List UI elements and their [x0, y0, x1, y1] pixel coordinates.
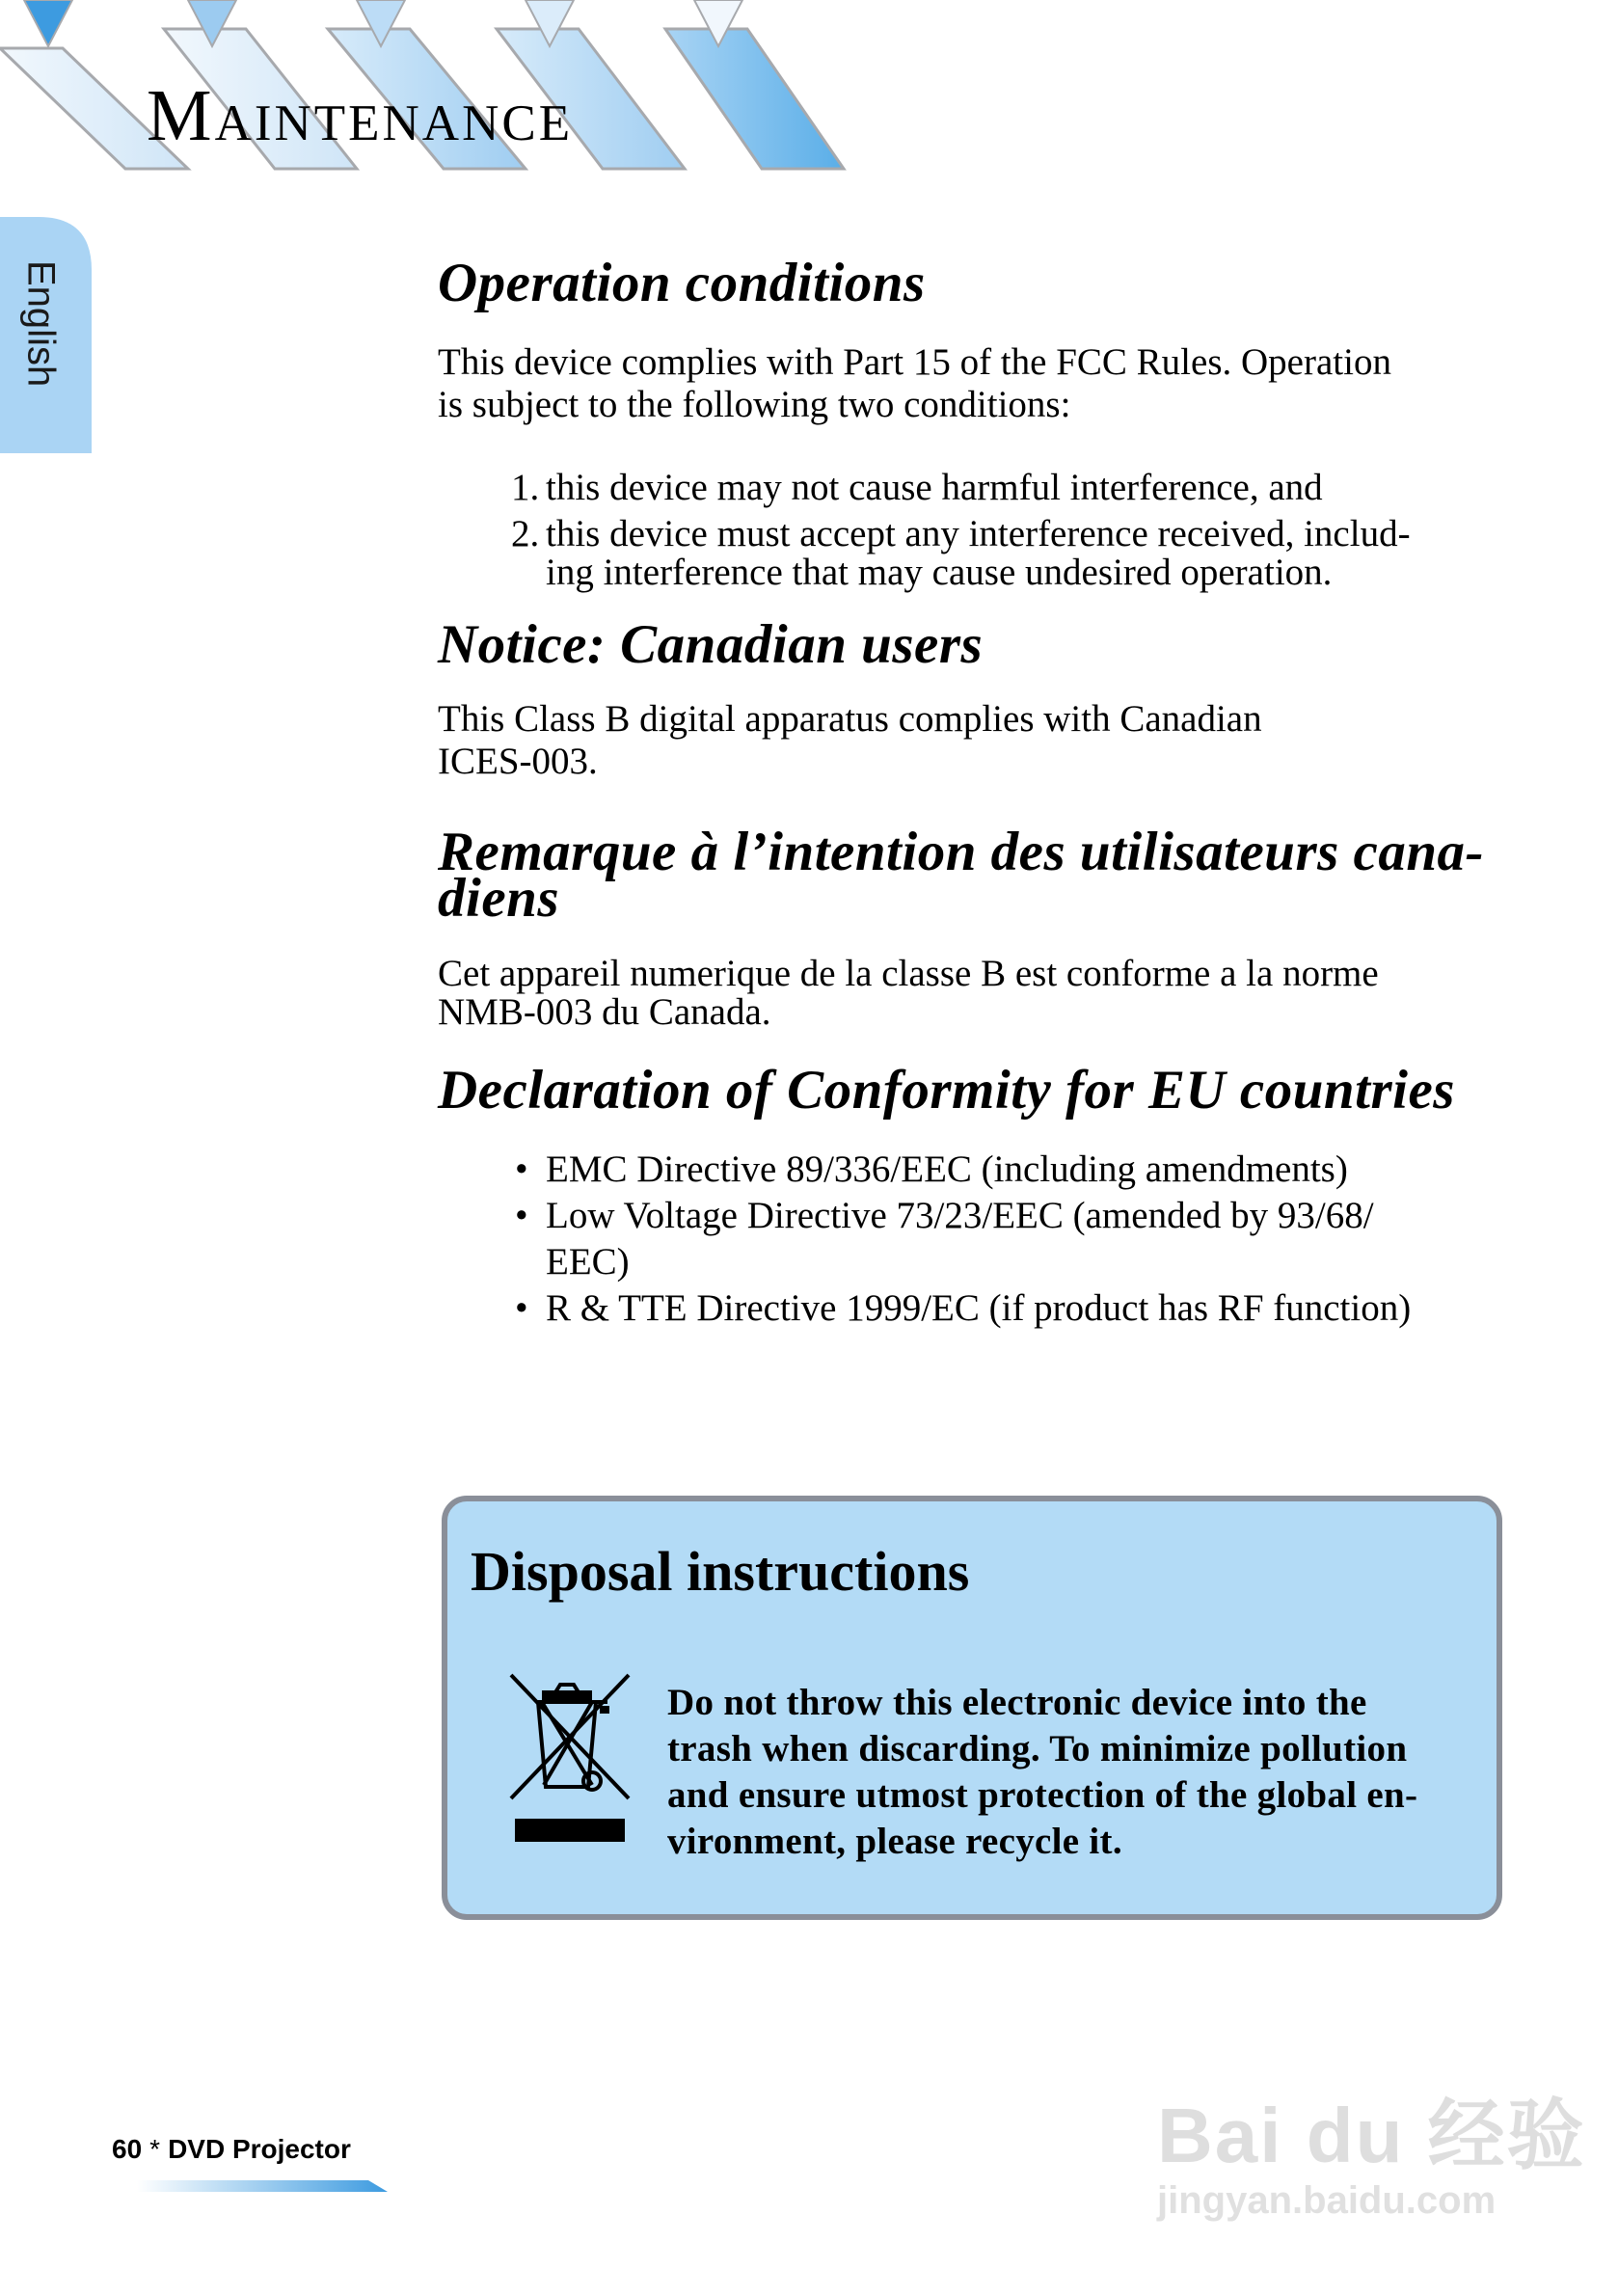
remarque-heading-line2: diens — [438, 868, 560, 930]
operation-intro-line2: is subject to the following two conditions: — [438, 383, 1071, 425]
footer-label — [112, 2136, 351, 2163]
page-footer — [112, 2136, 382, 2194]
bullet: • — [515, 1287, 528, 1330]
section-title: Maintenance — [147, 75, 574, 156]
main-content — [438, 246, 1537, 1332]
eu-directive-item — [438, 1147, 1537, 1193]
remarque-heading — [438, 822, 1537, 930]
canadian-heading: Notice: Canadian users — [438, 613, 984, 675]
remarque-line2: NMB-003 du Canada. — [438, 991, 771, 1034]
eu-directive-item — [438, 1285, 1537, 1332]
condition-item — [438, 466, 1537, 508]
remarque-text — [438, 955, 1537, 1032]
directive-text: EMC Directive 89/336/EEC (including amendments) — [546, 1148, 1348, 1191]
condition-number: 1. — [511, 466, 540, 508]
directive-text: R & TTE Directive 1999/EC (if product has RF function) — [546, 1287, 1412, 1330]
eu-directives-list — [438, 1147, 1537, 1332]
disposal-line3: and ensure utmost protection of the global en- — [667, 1774, 1418, 1816]
bullet: • — [515, 1148, 528, 1191]
footer-underline — [137, 2174, 388, 2194]
eu-heading: Declaration of Conformity for EU countries — [438, 1060, 1455, 1121]
crossed-out-wheelie-bin-icon — [507, 1671, 633, 1845]
page-number: 60 — [112, 2134, 143, 2164]
watermark-url: jingyan.baidu.com — [1157, 2179, 1497, 2222]
operation-conditions-section — [438, 253, 1537, 593]
remarque-section — [438, 822, 1537, 1034]
language-tab-label: English — [19, 260, 63, 388]
product-name: DVD Projector — [168, 2134, 351, 2164]
footer-separator: * — [149, 2134, 161, 2164]
condition-text-cont: ing interference that may cause undesired operation. — [546, 551, 1333, 593]
watermark-brand: Bai du 经验 — [1157, 2093, 1586, 2178]
directive-text-cont: EEC) — [546, 1241, 630, 1283]
operation-intro — [438, 341, 1537, 426]
remarque-heading-line1: Remarque à l’intention des utilisateurs cana- — [438, 822, 1485, 883]
disposal-line1: Do not throw this electronic device into the — [667, 1682, 1367, 1723]
operation-intro-line1: This device complies with Part 15 of the FCC Rules. Operation — [438, 340, 1391, 383]
condition-text: this device may not cause harmful interference, and — [546, 466, 1323, 508]
remarque-line1: Cet appareil numerique de la classe B est conforme a la norme — [438, 953, 1379, 995]
eu-conformity-section — [438, 1060, 1537, 1332]
condition-text: this device must accept any interference received, includ- — [546, 512, 1411, 554]
canadian-line1: This Class B digital apparatus complies with Canadian — [438, 698, 1262, 741]
canadian-text — [438, 698, 1537, 783]
directive-text: Low Voltage Directive 73/23/EEC (amended by 93/68/ — [546, 1195, 1374, 1237]
operation-heading: Operation conditions — [438, 253, 926, 313]
eu-directive-item — [438, 1193, 1537, 1285]
disposal-text — [667, 1680, 1497, 1865]
disposal-line2: trash when discarding. To minimize pollution — [667, 1728, 1408, 1769]
baidu-watermark — [1128, 2044, 1586, 2247]
canadian-line2: ICES-003. — [438, 741, 598, 783]
disposal-instructions-box — [442, 1496, 1502, 1920]
canadian-notice-section — [438, 613, 1537, 784]
disposal-line4: vironment, please recycle it. — [667, 1821, 1122, 1862]
bullet: • — [515, 1195, 528, 1237]
condition-item — [438, 512, 1537, 593]
conditions-list — [438, 466, 1537, 593]
condition-number: 2. — [511, 512, 540, 554]
disposal-title: Disposal instructions — [471, 1540, 970, 1603]
